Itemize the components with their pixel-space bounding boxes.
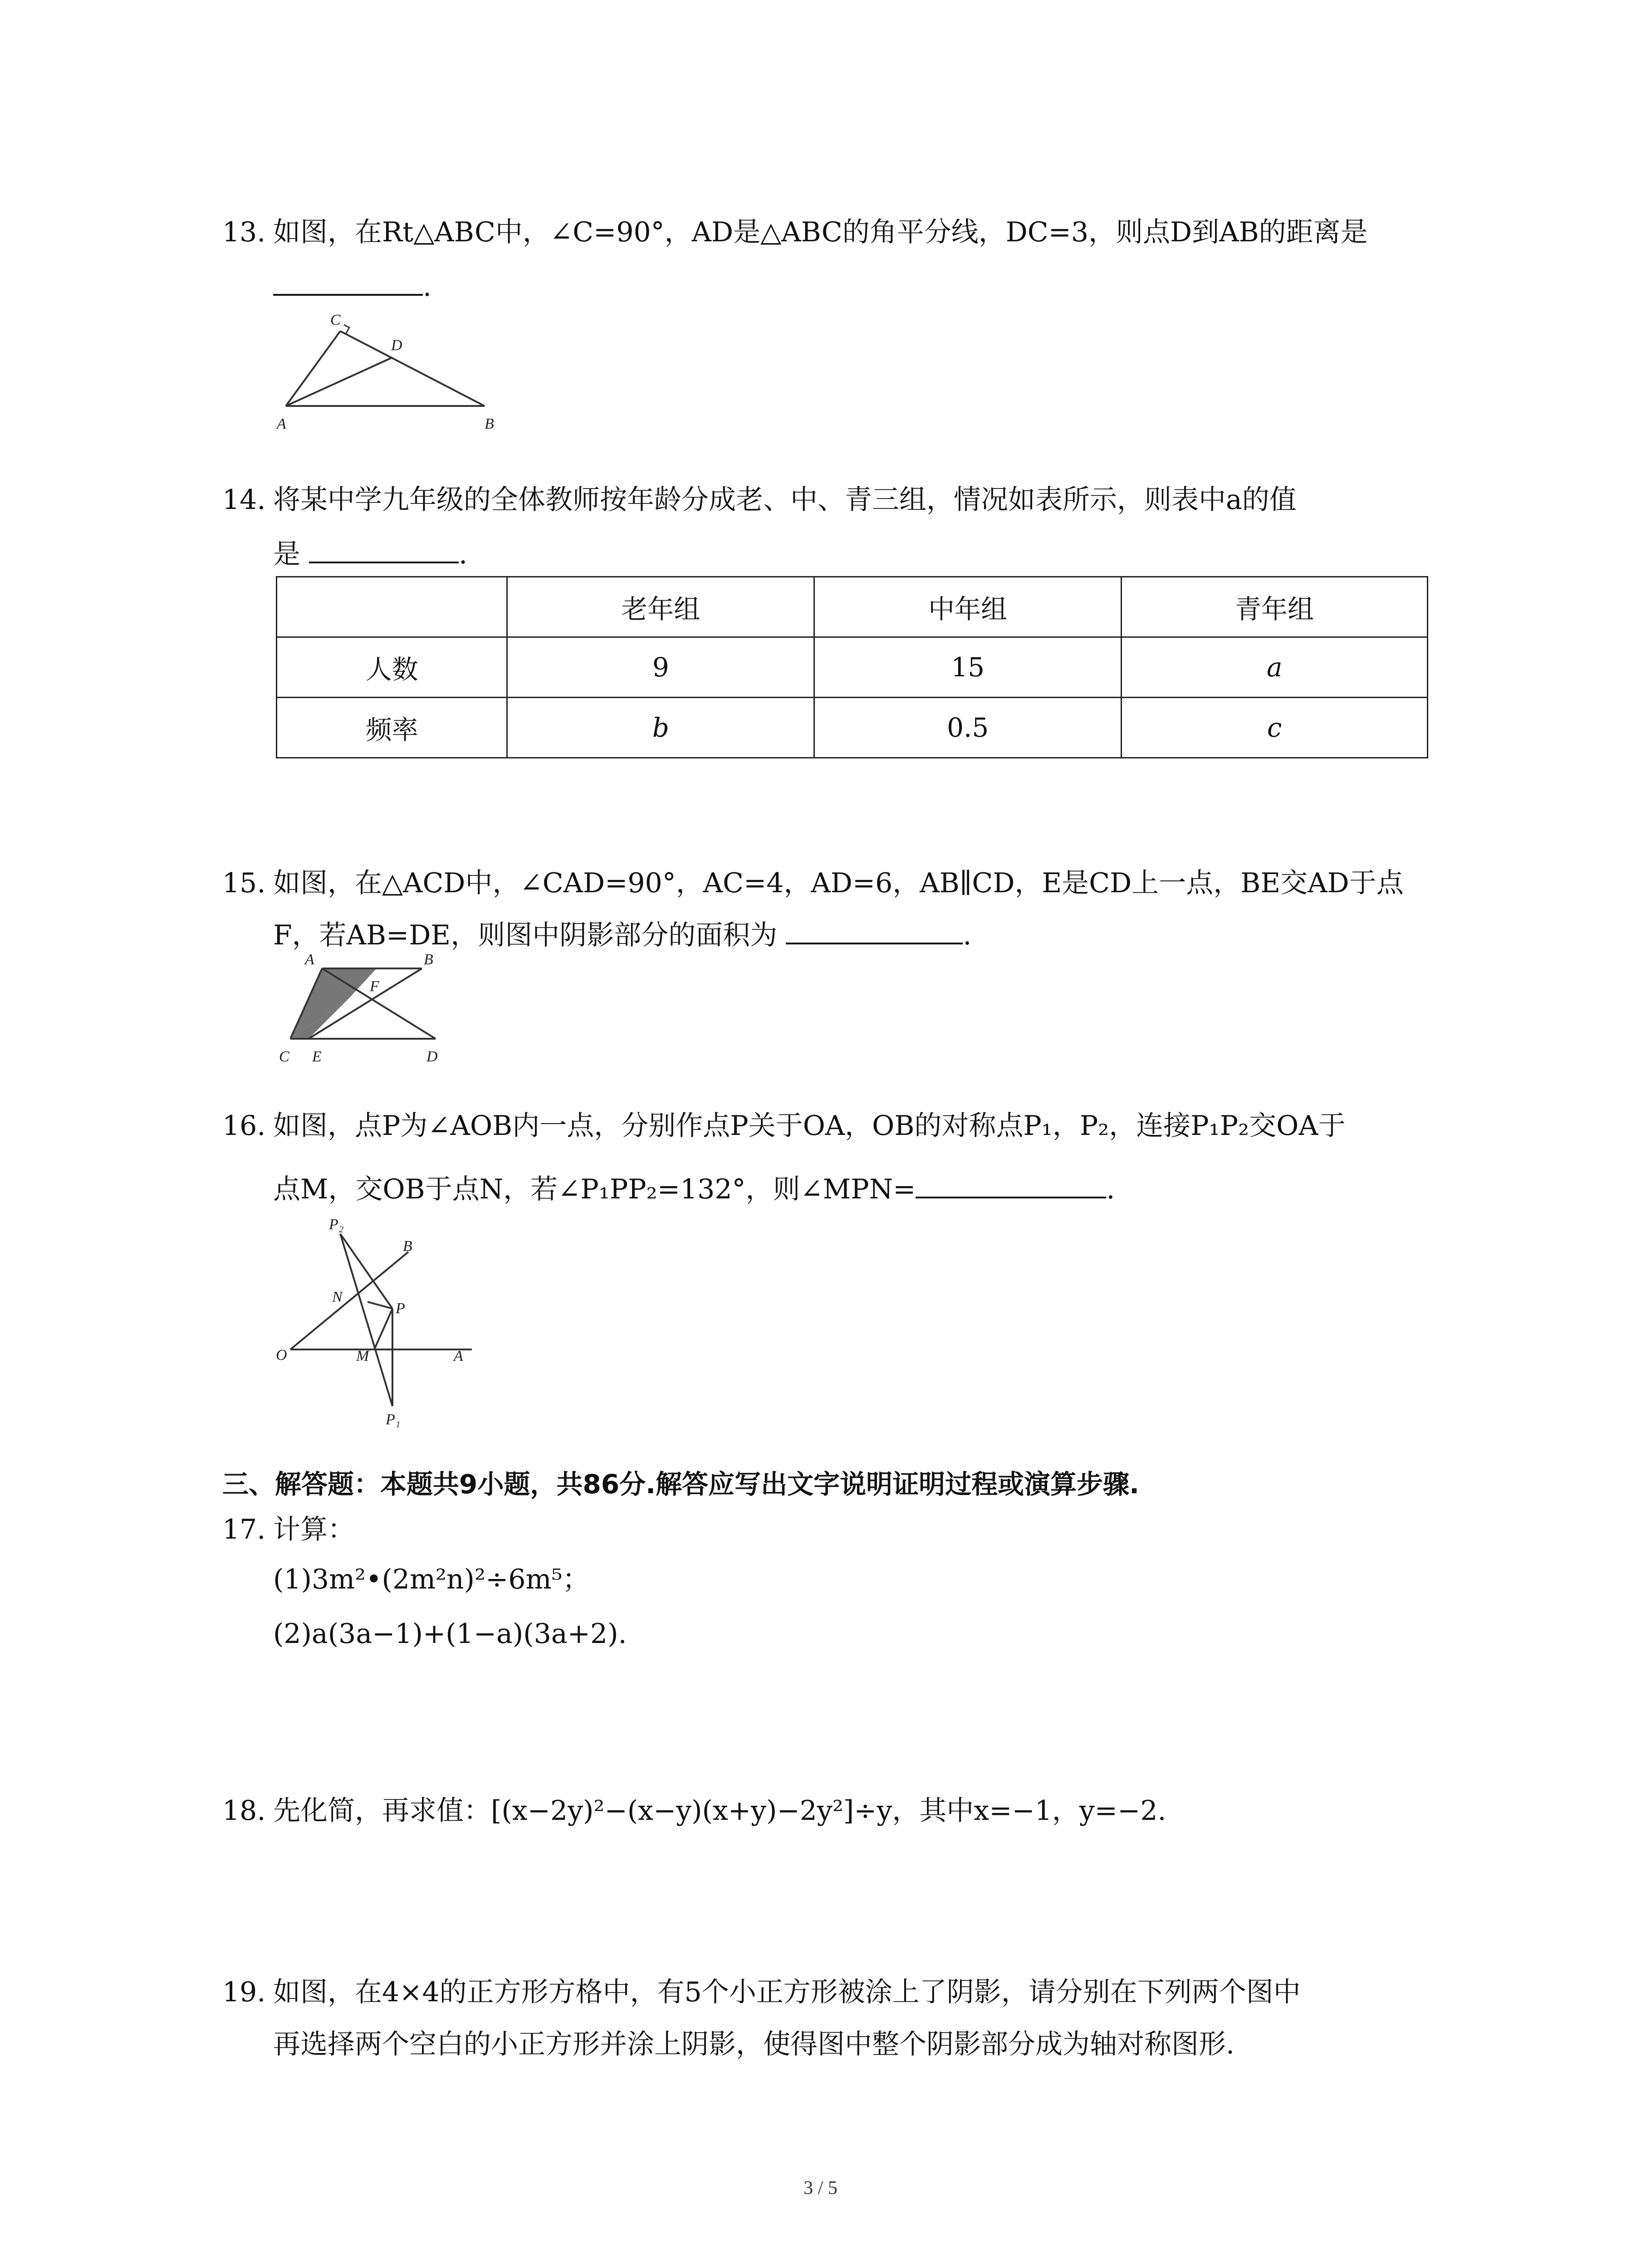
- table-cell: 0.5: [814, 698, 1122, 758]
- q13-answer-blank[interactable]: [273, 276, 423, 296]
- table-cell: 15: [814, 637, 1122, 698]
- q19-text: 如图，在4×4的正方形方格中，有5个小正方形被涂上了阴影，请分别在下列两个图中: [273, 1976, 1301, 2008]
- q16-number: 16.: [222, 1110, 266, 1142]
- q15-line2: [273, 916, 971, 954]
- page-number: 3 / 5: [803, 2178, 838, 2199]
- table-row: [277, 637, 1428, 698]
- table-cell: 老年组: [507, 577, 814, 637]
- table-row: [277, 577, 1428, 637]
- q13-triangle-figure: [272, 308, 508, 440]
- q18-line: [222, 1792, 1166, 1830]
- q15-number: 15.: [222, 867, 266, 899]
- q14-text: 将某中学九年级的全体教师按年龄分成老、中、青三组，情况如表所示，则表中a的值: [273, 484, 1297, 516]
- q16-label-a: A: [454, 1348, 463, 1364]
- q17-item-2: (2)a(3a−1)+(1−a)(3a+2).: [273, 1618, 627, 1650]
- q15-line1: [222, 864, 1404, 902]
- q18-text: 先化简，再求值：[(x−2y)²−(x−y)(x+y)−2y²]÷y，其中x=−1，y=−2.: [273, 1795, 1166, 1827]
- q15-label-c: C: [279, 1048, 289, 1065]
- q16-angle-figure: [272, 1216, 481, 1429]
- q14-line2: [273, 535, 467, 573]
- q13-label-b: B: [485, 415, 494, 432]
- table-row: [277, 698, 1428, 758]
- q16-label-p2: P₂: [329, 1216, 344, 1233]
- q19-line2: 再选择两个空白的小正方形并涂上阴影，使得图中整个阴影部分成为轴对称图形.: [273, 2028, 1235, 2060]
- q14-period: .: [459, 538, 468, 570]
- q13-period: .: [423, 271, 432, 303]
- q16-label-n: N: [332, 1289, 343, 1305]
- q14-number: 14.: [222, 484, 266, 516]
- table-cell: 频率: [277, 698, 507, 758]
- q13-label-d: D: [391, 337, 402, 354]
- q14-table: [276, 576, 1428, 758]
- q14-text-shi: 是: [273, 538, 300, 570]
- q15-label-d: D: [426, 1048, 438, 1065]
- q15-label-b: B: [424, 953, 433, 968]
- section-heading: 三、解答题：本题共9小题，共86分.解答应写出文字说明证明过程或演算步骤.: [222, 1469, 1140, 1500]
- table-cell: 青年组: [1122, 577, 1428, 637]
- q13-label-a: A: [277, 415, 286, 432]
- q18-number: 18.: [222, 1795, 266, 1827]
- q15-text-b: F，若AB=DE，则图中阴影部分的面积为: [273, 919, 778, 951]
- q16-label-p: P: [396, 1300, 405, 1317]
- q15-shaded-figure: [272, 953, 463, 1066]
- table-cell: [277, 577, 507, 637]
- q13-text: 如图，在Rt△ABC中，∠C=90°，AD是△ABC的角平分线，DC=3，则点D到AB的距离是: [273, 216, 1368, 248]
- table-cell: 中年组: [814, 577, 1122, 637]
- q14-answer-blank[interactable]: [309, 543, 459, 563]
- q19-number: 19.: [222, 1976, 266, 2008]
- q15-label-e: E: [312, 1048, 322, 1065]
- q14-line1: [222, 481, 1297, 519]
- q16-label-b: B: [403, 1238, 412, 1255]
- q16-label-o: O: [276, 1347, 287, 1364]
- q16-line1: [222, 1107, 1346, 1145]
- table-cell: 9: [507, 637, 814, 698]
- q16-label-p1: P₁: [386, 1411, 401, 1428]
- table-cell: a: [1122, 637, 1428, 698]
- q15-answer-blank[interactable]: [786, 924, 963, 944]
- q15-period: .: [963, 919, 972, 951]
- q13-line1: [222, 213, 1368, 251]
- q16-label-m: M: [356, 1348, 369, 1364]
- q17-item-1: (1)3m²•(2m²n)²÷6m⁵；: [273, 1564, 590, 1595]
- q13-line2: [273, 268, 431, 306]
- q15-text: 如图，在△ACD中，∠CAD=90°，AC=4，AD=6，AB∥CD，E是CD上一点，BE交AD于点: [273, 867, 1404, 899]
- q19-line1: [222, 1973, 1301, 2011]
- q16-period: .: [1106, 1173, 1115, 1205]
- q13-label-c: C: [330, 312, 341, 328]
- q13-number: 13.: [222, 216, 266, 248]
- q16-answer-blank[interactable]: [916, 1178, 1106, 1198]
- q16-text-b: 点M，交OB于点N，若∠P₁PP₂=132°，则∠MPN=: [273, 1173, 916, 1205]
- table-cell: 人数: [277, 637, 507, 698]
- q17-number: 17.: [222, 1514, 266, 1545]
- q16-line2: [273, 1170, 1115, 1208]
- q15-label-f: F: [370, 978, 379, 995]
- q15-label-a: A: [305, 953, 314, 968]
- q17-title-line: [222, 1510, 355, 1549]
- q17-title: 计算：: [273, 1514, 355, 1545]
- q16-text: 如图，点P为∠AOB内一点，分别作点P关于OA，OB的对称点P₁，P₂，连接P₁P₂交OA于: [273, 1110, 1346, 1142]
- table-cell: c: [1122, 698, 1428, 758]
- table-cell: b: [507, 698, 814, 758]
